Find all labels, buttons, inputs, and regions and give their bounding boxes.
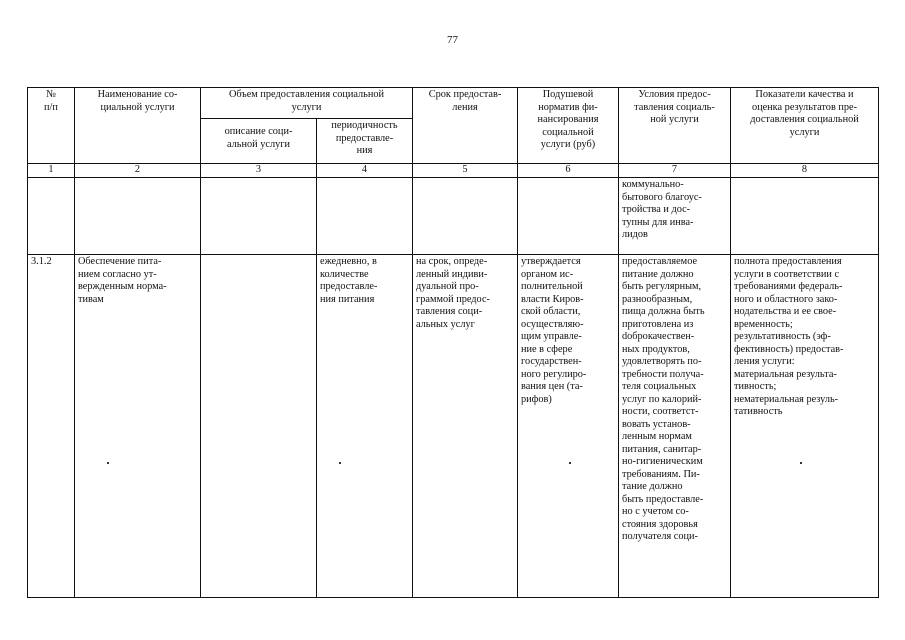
column-number: 7 (671, 164, 678, 175)
header-term: Срок предостав- ления (428, 89, 502, 113)
col-divider-3 (316, 118, 317, 598)
scan-speck (800, 462, 802, 464)
header-quality: Показатели качества и оценка результатов пре- доставления социальной услуги (750, 89, 859, 138)
continuation-conditions: коммунально- бытового благоус- тройства и дос- тупны для инва- лидов (622, 179, 702, 240)
table-row-divider (27, 254, 879, 255)
service-frequency: ежедневно, в количестве предоставле- ния питания (320, 256, 378, 305)
service-term: на срок, опреде- ленный индиви- дуальной про- граммой предос- тавления соци- альных услуг (416, 256, 490, 330)
header-volume-frequency: периодичность предоставле- ния (331, 120, 398, 156)
header-volume-description: описание соци- альной услуги (224, 126, 293, 150)
header-service-name: Наименование со- циальной услуги (97, 89, 178, 113)
page-number: 77 (447, 34, 458, 46)
table-border-top (27, 87, 879, 88)
row-number: 3.1.2 (31, 256, 52, 267)
column-number: 4 (361, 164, 368, 175)
scan-speck (107, 462, 109, 464)
column-number: 3 (255, 164, 262, 175)
services-table (27, 87, 879, 597)
service-name: Обеспечение пита- нием согласно ут- вержденным норма- тивам (78, 256, 167, 305)
table-numbers-bottom (27, 177, 879, 178)
header-no: № п/п (44, 89, 58, 113)
table-header-subdivider (200, 118, 412, 119)
table-border-bottom (27, 597, 879, 598)
service-quality: полнота предоставления услуги в соответствии с требованиями федераль- ного и областного зако- нодательства и ее свое- временность; результативность (эф- фективность) предостав- ления услуги: материальная результа- тивность; нематериальная резуль- тативность (734, 256, 844, 417)
column-number: 1 (48, 164, 54, 175)
column-number: 2 (134, 164, 141, 175)
scan-speck (339, 462, 341, 464)
scan-speck (569, 462, 571, 464)
service-conditions: предоставляемое питание должно быть регулярным, разнообразным, пища должна быть приготовлена из doброкачествен- ных продуктов, удовлетворять по- требности получа- теля социальных услуг по калорий- ности, соответст- вовать установ- ленным нормам питания, санитар- но-гигиеническим требованиям. Пи- тание должно быть предоставле- но с учетом со- стояния здоровья получателя соци- (622, 256, 705, 542)
header-conditions: Условия предос- тавления социаль- ной услуги (634, 89, 715, 125)
column-number: 5 (462, 164, 468, 175)
column-number: 6 (565, 164, 571, 175)
column-number: 8 (801, 164, 808, 175)
header-financing-norm: Подушевой норматив фи- нансирования социальной услуги (руб) (537, 89, 599, 150)
service-financing-norm: утверждается органом ис- полнительной власти Киров- ской области, осуществляю- щим управле- ние в сфере государствен- ного регулиро- вания цен (та- рифов) (521, 256, 587, 405)
table-border-right (878, 87, 879, 598)
header-volume: Объем предоставления социальной услуги (228, 89, 385, 113)
